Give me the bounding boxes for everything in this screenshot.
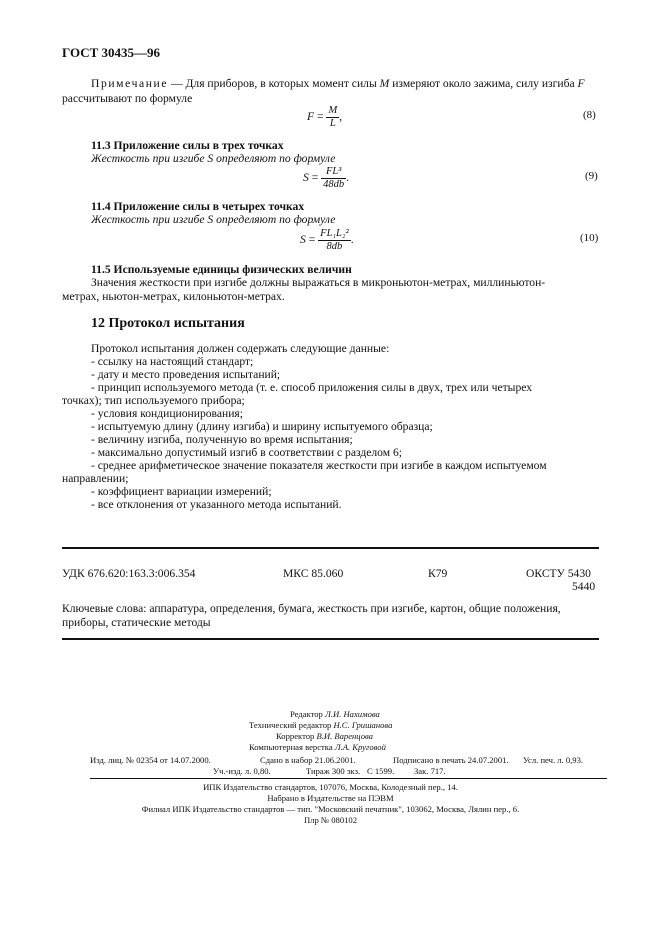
imprint-plr: Плр № 080102 xyxy=(303,815,358,825)
section-11-3-sub: Жесткость при изгибе S определяют по формуле xyxy=(91,152,336,165)
section-11-5-line-1: Значения жесткости при изгибе должны выражаться в микроньютон-метрах, миллиньютон- xyxy=(91,276,546,289)
list-item: - максимально допустимый изгиб в соответствии с разделом 6; xyxy=(91,446,403,459)
formula-8-num: M xyxy=(328,105,338,116)
formula-10-num: FL₁L₂² xyxy=(320,228,349,239)
section-11-5-heading: 11.5 Используемые единицы физических величин xyxy=(91,263,352,276)
imprint-corrector: Корректор В.И. Варенцова xyxy=(276,731,373,741)
keywords-line-1: Ключевые слова: аппаратура, определения, бумага, жесткость при изгибе, картон, общие положения, xyxy=(62,602,561,615)
section-11-4-sub: Жесткость при изгибе S определяют по формуле xyxy=(91,213,336,226)
imprint-signed: Подписано в печать 24.07.2001. xyxy=(393,755,509,765)
list-item: - условия кондиционирования; xyxy=(91,407,243,420)
formula-9-num: FL³ xyxy=(321,166,346,179)
formula-8-lhs: F xyxy=(307,110,315,124)
list-item: - все отклонения от указанного метода испытаний. xyxy=(91,498,342,511)
imprint-editor: Редактор Л.И. Нахимова xyxy=(290,709,380,719)
formula-9-number: (9) xyxy=(585,170,598,182)
formula-10-fraction xyxy=(318,228,351,253)
formula-10-tail: . xyxy=(350,233,354,247)
formula-9 xyxy=(303,166,349,191)
imprint-layout: Компьютерная верстка Л.А. Круговой xyxy=(249,742,386,752)
udk-code: УДК 676.620:163.3:006.354 xyxy=(62,567,196,580)
list-item: - среднее арифметическое значение показателя жесткости при изгибе в каждом испытуемом xyxy=(91,459,547,472)
imprint-filial: Филиал ИПК Издательство стандартов — тип. "Московский печатник", 103062, Москва, Лялин пер., 6. xyxy=(141,804,520,814)
bottom-rule xyxy=(62,638,599,640)
list-item-continuation: точках); тип используемого прибора; xyxy=(62,394,245,407)
formula-8-tail: , xyxy=(339,110,343,124)
note-var-m: M xyxy=(379,77,390,90)
list-item: - дату и место проведения испытаний; xyxy=(91,368,281,381)
formula-8-fraction xyxy=(326,105,339,130)
note-var-f: F xyxy=(577,77,585,90)
list-item: - испытуемую длину (длину изгиба) и ширину испытуемого образца; xyxy=(91,420,433,433)
top-rule xyxy=(62,547,599,549)
list-item: - коэффициент вариации измерений; xyxy=(91,485,272,498)
formula-8-eq: = xyxy=(317,110,324,124)
list-item: - ссылку на настоящий стандарт; xyxy=(91,355,254,368)
section-11-5-line-2: метрах, ньютон-метрах, килоньютон-метрах. xyxy=(62,290,285,303)
formula-9-tail: . xyxy=(346,171,350,185)
formula-10-lhs: S xyxy=(300,233,306,247)
note-label: Примечание xyxy=(91,77,169,90)
keywords-line-2: приборы, статические методы xyxy=(62,616,211,629)
formula-8 xyxy=(307,105,342,130)
section-11-3-heading: 11.3 Приложение силы в трех точках xyxy=(91,139,284,152)
okstu-code-2: 5440 xyxy=(572,580,596,593)
imprint-c: С 1599. xyxy=(367,766,395,776)
formula-9-den: 48db xyxy=(323,179,345,190)
imprint-sent: Сдано в набор 21.06.2001. xyxy=(260,755,356,765)
imprint-zak: Зак. 717. xyxy=(414,766,446,776)
imprint-tirazh: Тираж 300 экз. xyxy=(306,766,361,776)
formula-8-number: (8) xyxy=(583,109,596,121)
formula-9-fraction xyxy=(321,166,346,191)
note-text-b: измеряют около зажима, силу изгиба xyxy=(389,77,578,90)
note-line-2: рассчитывают по формуле xyxy=(62,92,193,105)
formula-10-den: 8db xyxy=(326,241,343,252)
note-text-a: — Для приборов, в которых момент силы xyxy=(168,77,380,90)
list-item: - принцип используемого метода (т. е. способ приложения силы в двух, трех или четырех xyxy=(91,381,533,394)
formula-9-eq: = xyxy=(311,171,319,185)
formula-10 xyxy=(300,228,354,253)
formula-10-number: (10) xyxy=(580,232,599,244)
mks-code: МКС 85.060 xyxy=(283,567,344,580)
formula-8-den: L xyxy=(329,118,336,129)
note-line-1 xyxy=(91,76,611,91)
section-12-heading: 12 Протокол испытания xyxy=(91,316,245,331)
section-11-4-heading: 11.4 Приложение силы в четырех точках xyxy=(91,200,305,213)
imprint-rule xyxy=(90,778,607,779)
section-12-intro: Протокол испытания должен содержать следующие данные: xyxy=(91,342,390,355)
list-item-continuation: направлении; xyxy=(62,472,129,485)
list-item: - величину изгиба, полученную во время испытания; xyxy=(91,433,353,446)
document-header: ГОСТ 30435—96 xyxy=(62,45,161,60)
formula-10-eq: = xyxy=(308,233,316,247)
imprint-usl: Усл. печ. л. 0,93. xyxy=(523,755,584,765)
k-code: К79 xyxy=(428,567,448,580)
okstu-code: ОКСТУ 5430 xyxy=(526,567,591,580)
formula-9-lhs: S xyxy=(303,171,309,185)
imprint-ipk: ИПК Издательство стандартов, 107076, Москва, Колодезный пер., 14. xyxy=(203,782,458,792)
imprint-license: Изд. лиц. № 02354 от 14.07.2000. xyxy=(90,755,211,765)
imprint-tech-editor: Технический редактор Н.С. Гришанова xyxy=(249,720,393,730)
imprint-uch: Уч.-изд. л. 0,80. xyxy=(213,766,271,776)
imprint-nabrano: Набрано в Издательстве на ПЭВМ xyxy=(267,793,394,803)
